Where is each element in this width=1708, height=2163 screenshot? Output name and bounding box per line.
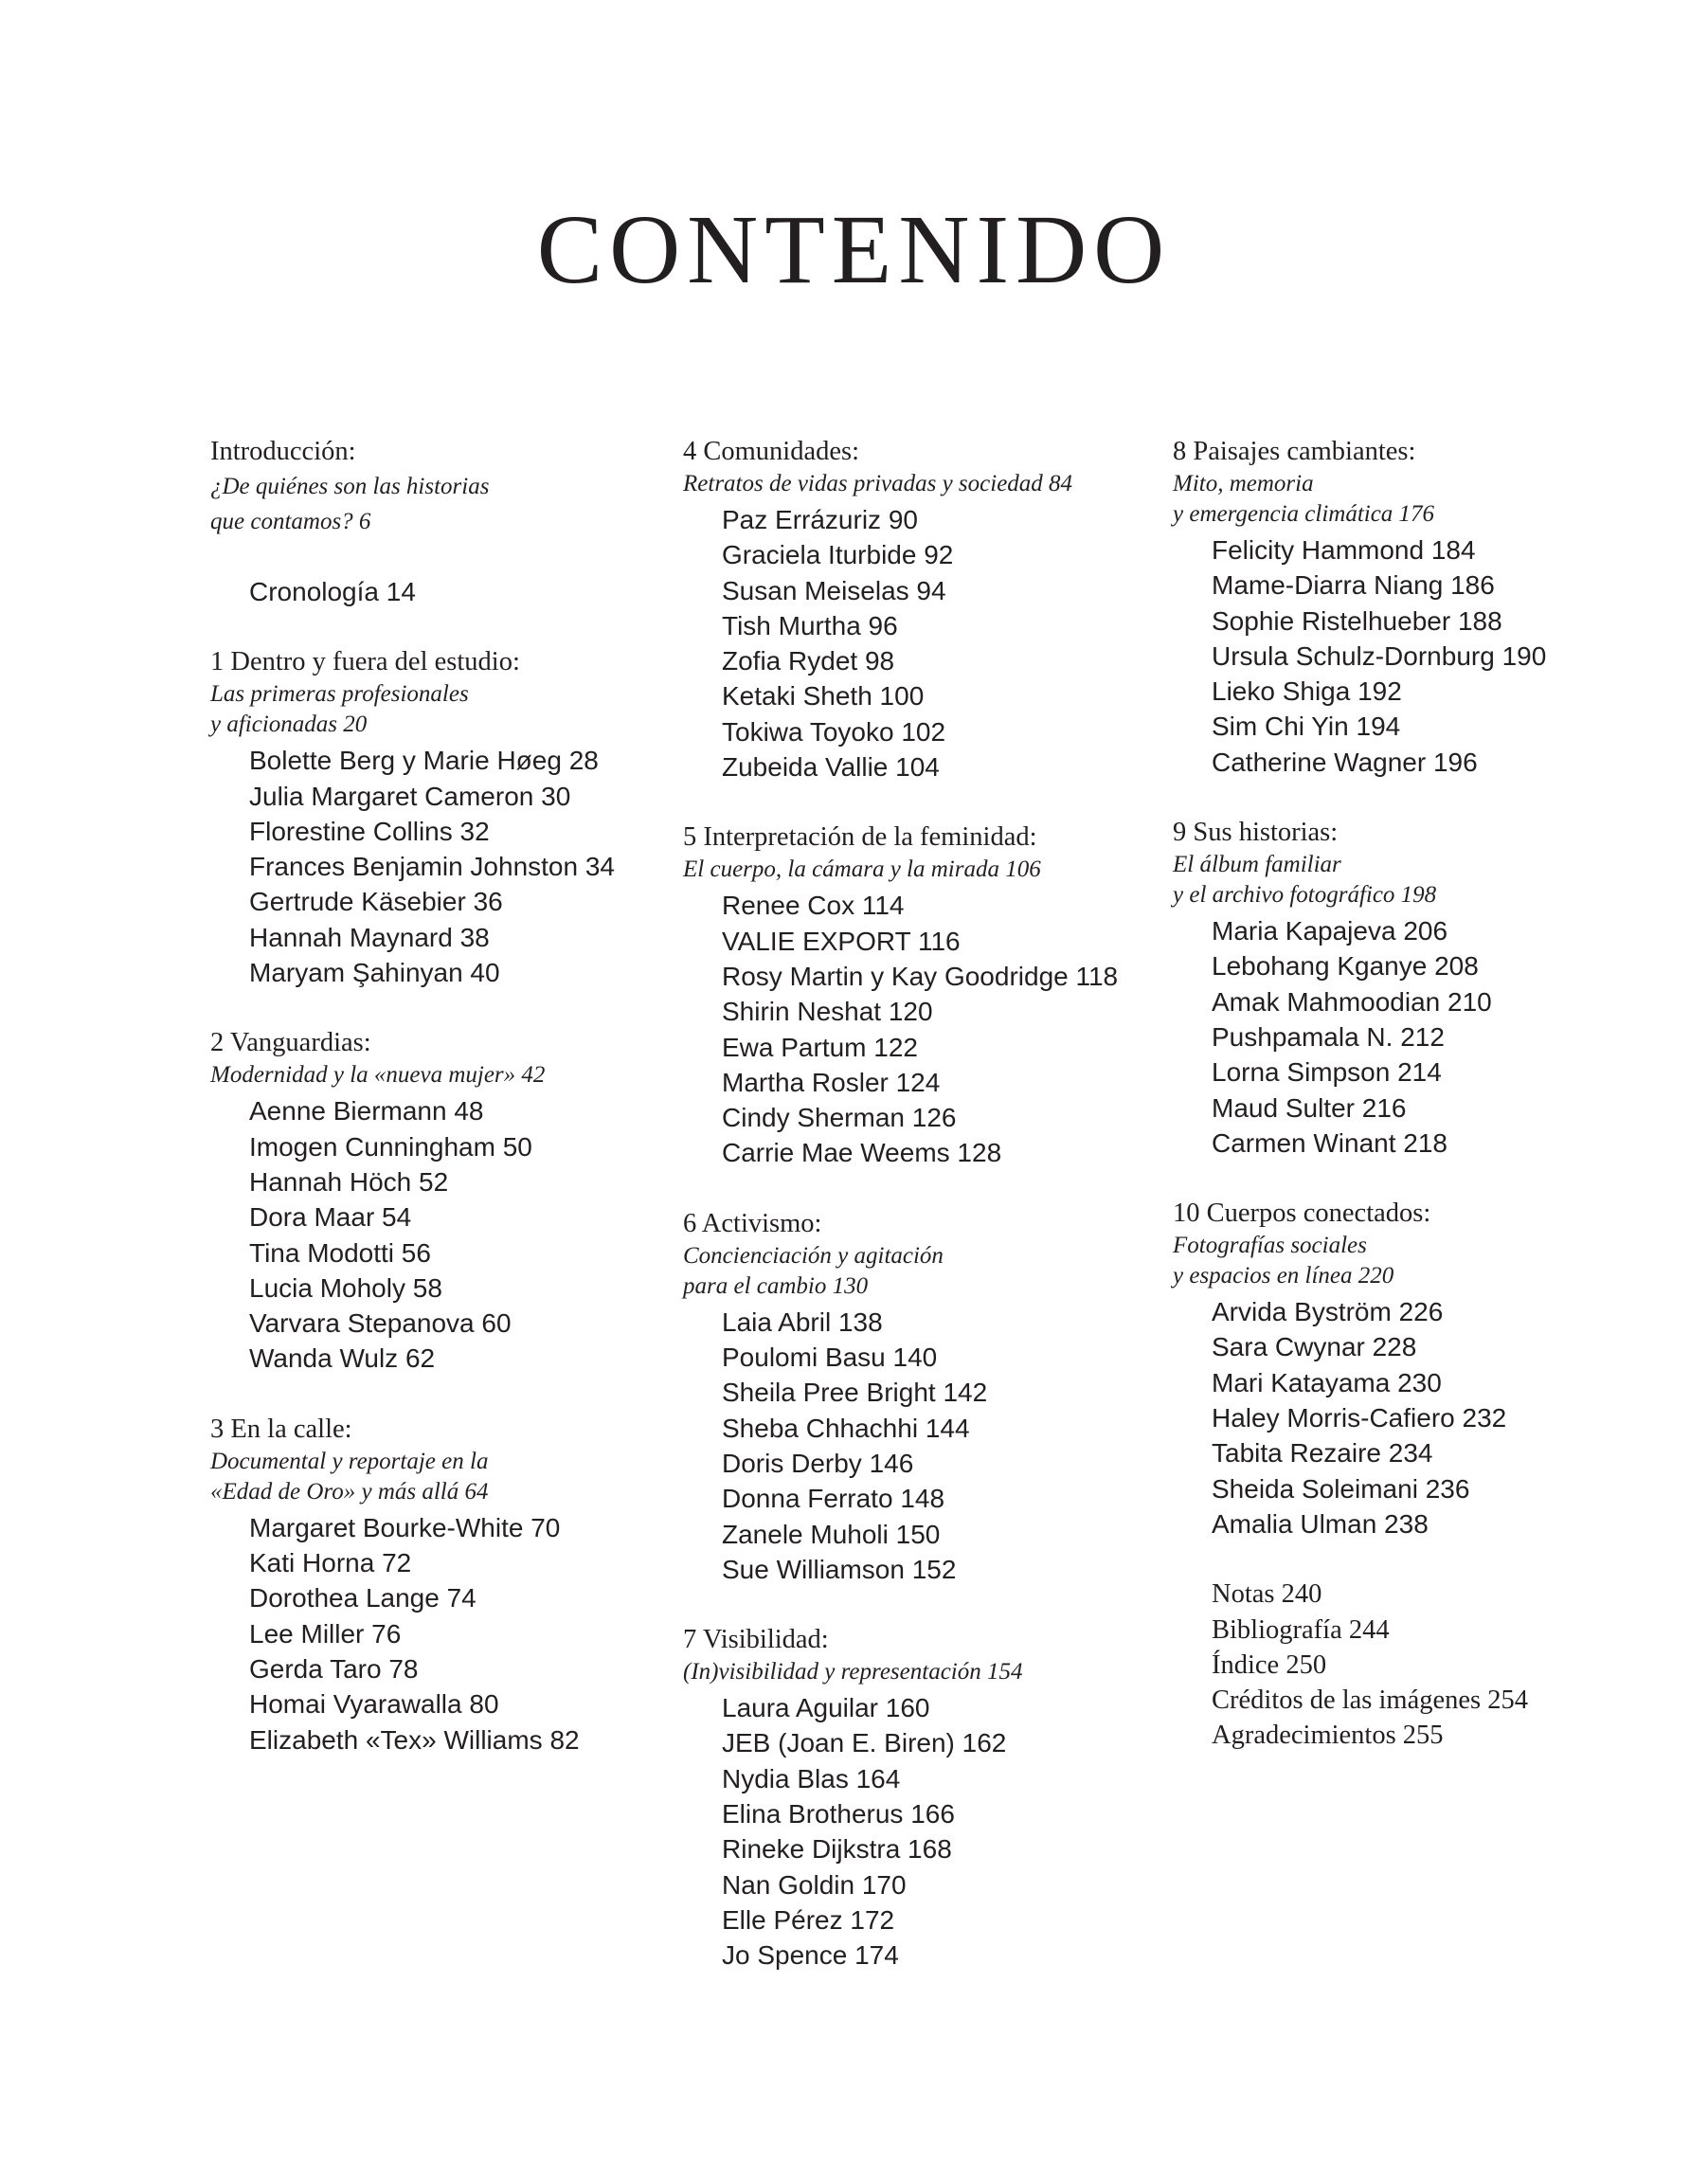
toc-entry[interactable]: Jo Spence 174 (722, 1940, 899, 1971)
toc-entry[interactable]: Catherine Wagner 196 (1212, 747, 1478, 777)
toc-entry[interactable]: Hannah Höch 52 (249, 1166, 449, 1197)
chapter-heading[interactable]: 6 Activismo: (683, 1208, 822, 1238)
toc-entry[interactable]: Graciela Iturbide 92 (722, 540, 954, 570)
toc-entry[interactable]: Lebohang Kganye 208 (1212, 951, 1479, 982)
toc-entry[interactable]: Gerda Taro 78 (249, 1653, 419, 1684)
toc-column-2 (683, 434, 1166, 1974)
toc-entry[interactable]: Sophie Ristelhueber 188 (1212, 605, 1502, 636)
chapter-7 (683, 1622, 1166, 1973)
chapter-subtitle: Concienciación y agitación (683, 1242, 944, 1269)
toc-entry[interactable]: Sue Williamson 152 (722, 1554, 957, 1584)
toc-entry[interactable]: Doris Derby 146 (722, 1448, 914, 1478)
chapter-subtitle: Retratos de vidas privadas y sociedad 84 (683, 471, 1073, 496)
toc-entry[interactable]: Elizabeth «Tex» Williams 82 (249, 1724, 580, 1755)
toc-entry[interactable]: Tokiwa Toyoko 102 (722, 716, 946, 747)
chapter-subtitle: Documental y reportaje en la (210, 1448, 489, 1474)
back-matter-creditos[interactable]: Créditos de las imágenes 254 (1212, 1685, 1529, 1716)
toc-column-3 (1173, 434, 1665, 1754)
toc-entry[interactable]: Maria Kapajeva 206 (1212, 916, 1448, 946)
chapter-heading[interactable]: 7 Visibilidad: (683, 1625, 829, 1655)
toc-entry[interactable]: Mari Katayama 230 (1212, 1367, 1442, 1397)
toc-entry[interactable]: Sheida Soleimani 236 (1212, 1473, 1470, 1504)
toc-entry[interactable]: Homai Vyarawalla 80 (249, 1689, 499, 1720)
toc-entry[interactable]: Sim Chi Yin 194 (1212, 712, 1401, 742)
back-matter-agradecimientos[interactable]: Agradecimientos 255 (1212, 1721, 1444, 1751)
toc-entry[interactable]: Ewa Partum 122 (722, 1032, 918, 1062)
toc-entry[interactable]: Julia Margaret Cameron 30 (249, 781, 571, 811)
toc-entry[interactable]: Dora Maar 54 (249, 1202, 412, 1233)
toc-entry[interactable]: Gertrude Käsebier 36 (249, 887, 503, 917)
toc-entry[interactable]: Carrie Mae Weems 128 (722, 1138, 1002, 1168)
chapter-10 (1173, 1196, 1665, 1541)
toc-entry[interactable]: Aenne Biermann 48 (249, 1096, 484, 1127)
chapter-subtitle: Las primeras profesionales (210, 681, 469, 708)
toc-entry[interactable]: Sheila Pree Bright 142 (722, 1378, 988, 1408)
chapter-5 (683, 820, 1166, 1170)
toc-entry[interactable]: Varvara Stepanova 60 (249, 1308, 512, 1339)
toc-entry[interactable]: Haley Morris-Cafiero 232 (1212, 1403, 1507, 1433)
toc-entry[interactable]: Laia Abril 138 (722, 1307, 883, 1337)
toc-entry[interactable]: Lieko Shiga 192 (1212, 676, 1402, 707)
chapter-2 (210, 1025, 656, 1376)
toc-entry[interactable]: Laura Aguilar 160 (722, 1693, 930, 1723)
toc-entry[interactable]: Elle Pérez 172 (722, 1904, 895, 1935)
toc-entry[interactable]: Zubeida Vallie 104 (722, 752, 940, 783)
toc-entry[interactable]: Rosy Martin y Kay Goodridge 118 (722, 961, 1119, 991)
toc-entry[interactable]: Felicity Hammond 184 (1212, 535, 1476, 565)
toc-entry[interactable]: VALIE EXPORT 116 (722, 926, 961, 956)
page-title: CONTENIDO (536, 195, 1172, 304)
toc-entry[interactable]: Shirin Neshat 120 (722, 997, 933, 1027)
toc-entry[interactable]: Maryam Şahinyan 40 (249, 958, 500, 988)
toc-entry[interactable]: Florestine Collins 32 (249, 816, 490, 846)
chapter-subtitle: y el archivo fotográfico 198 (1173, 882, 1437, 909)
toc-entry[interactable]: Tabita Rezaire 234 (1212, 1438, 1433, 1469)
toc-entry[interactable]: Renee Cox 114 (722, 891, 905, 921)
toc-entry[interactable]: Hannah Maynard 38 (249, 922, 490, 952)
toc-entry[interactable]: Ketaki Sheth 100 (722, 681, 925, 712)
back-matter-indice[interactable]: Índice 250 (1212, 1649, 1327, 1680)
chapter-1 (210, 644, 656, 990)
toc-entry[interactable]: Dorothea Lange 74 (249, 1583, 476, 1613)
toc-column-1 (210, 434, 656, 1757)
back-matter (1173, 1577, 1665, 1753)
chapter-subtitle: El álbum familiar (1173, 852, 1341, 878)
chapter-heading[interactable]: 3 En la calle: (210, 1414, 352, 1444)
chapter-3 (210, 1412, 656, 1757)
toc-entry[interactable]: Margaret Bourke-White 70 (249, 1512, 561, 1542)
toc-entry[interactable]: Mame-Diarra Niang 186 (1212, 570, 1495, 601)
back-matter-notas[interactable]: Notas 240 (1212, 1579, 1322, 1610)
chapter-6 (683, 1206, 1166, 1587)
toc-entry[interactable]: Carmen Winant 218 (1212, 1127, 1448, 1158)
toc-entry[interactable]: Frances Benjamin Johnston 34 (249, 852, 615, 882)
toc-entry[interactable]: Elina Brotherus 166 (722, 1799, 955, 1830)
chapter-8 (1173, 434, 1665, 780)
toc-entry[interactable]: Rineke Dijkstra 168 (722, 1834, 952, 1865)
toc-entry[interactable]: Amak Mahmoodian 210 (1212, 986, 1492, 1017)
toc-entry[interactable]: Martha Rosler 124 (722, 1067, 941, 1097)
toc-entry[interactable]: Lucia Moholy 58 (249, 1272, 442, 1303)
chapter-subtitle: (In)visibilidad y representación 154 (683, 1659, 1023, 1685)
intro-subtitle (210, 469, 656, 539)
toc-entry[interactable]: Arvida Byström 226 (1212, 1297, 1444, 1327)
toc-entry[interactable]: Cindy Sherman 126 (722, 1103, 957, 1133)
chapter-heading[interactable]: 4 Comunidades: (683, 437, 860, 466)
toc-entry[interactable]: Lee Miller 76 (249, 1618, 402, 1649)
chapter-heading[interactable]: 10 Cuerpos conectados: (1173, 1199, 1431, 1229)
chapter-subtitle: El cuerpo, la cámara y la mirada 106 (683, 856, 1041, 883)
toc-entry[interactable]: Zanele Muholi 150 (722, 1519, 941, 1549)
toc-entry[interactable]: Kati Horna 72 (249, 1548, 412, 1578)
toc-entry[interactable]: Imogen Cunningham 50 (249, 1131, 532, 1162)
toc-entry[interactable]: Paz Errázuriz 90 (722, 505, 918, 534)
chapter-heading[interactable]: 2 Vanguardias: (210, 1028, 371, 1058)
chapter-subtitle: para el cambio 130 (683, 1272, 869, 1299)
chapter-4 (683, 434, 1166, 784)
chapter-heading[interactable]: 9 Sus historias: (1173, 818, 1339, 848)
toc-entry[interactable]: Zofia Rydet 98 (722, 646, 895, 676)
toc-entry[interactable]: Nydia Blas 164 (722, 1763, 901, 1793)
chapter-subtitle: «Edad de Oro» y más allá 64 (210, 1478, 489, 1505)
toc-entry[interactable]: Sheba Chhachhi 144 (722, 1413, 970, 1443)
toc-entry[interactable]: Susan Meiselas 94 (722, 575, 946, 605)
toc-entry[interactable]: Nan Goldin 170 (722, 1869, 907, 1900)
toc-entry[interactable]: Wanda Wulz 62 (249, 1343, 436, 1374)
toc-entry[interactable]: Sara Cwynar 228 (1212, 1332, 1417, 1362)
back-matter-bibliografia[interactable]: Bibliografía 244 (1212, 1614, 1390, 1645)
chapter-subtitle: y espacios en línea 220 (1173, 1263, 1394, 1289)
toc-entry[interactable]: Maud Sulter 216 (1212, 1092, 1407, 1123)
intro-subtitle-line: que contamos? 6 (210, 509, 371, 534)
chapter-subtitle: Modernidad y la «nueva mujer» 42 (210, 1062, 546, 1089)
toc-entry[interactable]: Tina Modotti 56 (249, 1237, 431, 1268)
toc-entry[interactable]: Tish Murtha 96 (722, 610, 898, 640)
toc-entry-cronologia[interactable]: Cronología 14 (249, 577, 416, 606)
chapter-heading[interactable]: 8 Paisajes cambiantes: (1173, 437, 1416, 466)
intro-heading: Introducción: (210, 437, 356, 466)
toc-entry[interactable]: Bolette Berg y Marie Høeg 28 (249, 746, 599, 776)
chapter-subtitle: y emergencia climática 176 (1173, 501, 1435, 527)
toc-entry[interactable]: JEB (Joan E. Biren) 162 (722, 1728, 1007, 1758)
toc-entry[interactable]: Ursula Schulz-Dornburg 190 (1212, 640, 1547, 671)
chapter-heading[interactable]: 1 Dentro y fuera del estudio: (210, 647, 520, 677)
intro-subtitle-line: ¿De quiénes son las historias (210, 474, 490, 499)
chapter-9 (1173, 815, 1665, 1161)
toc-entry[interactable]: Donna Ferrato 148 (722, 1484, 945, 1514)
toc-entry[interactable]: Poulomi Basu 140 (722, 1343, 938, 1373)
chapter-subtitle: y aficionadas 20 (210, 712, 368, 738)
chapter-heading[interactable]: 5 Interpretación de la feminidad: (683, 822, 1037, 853)
toc-entry[interactable]: Lorna Simpson 214 (1212, 1057, 1442, 1088)
toc-entry[interactable]: Pushpamala N. 212 (1212, 1021, 1445, 1052)
chapter-subtitle: Fotografías sociales (1173, 1233, 1367, 1259)
toc-entry[interactable]: Amalia Ulman 238 (1212, 1508, 1429, 1539)
chapter-subtitle: Mito, memoria (1173, 471, 1314, 496)
